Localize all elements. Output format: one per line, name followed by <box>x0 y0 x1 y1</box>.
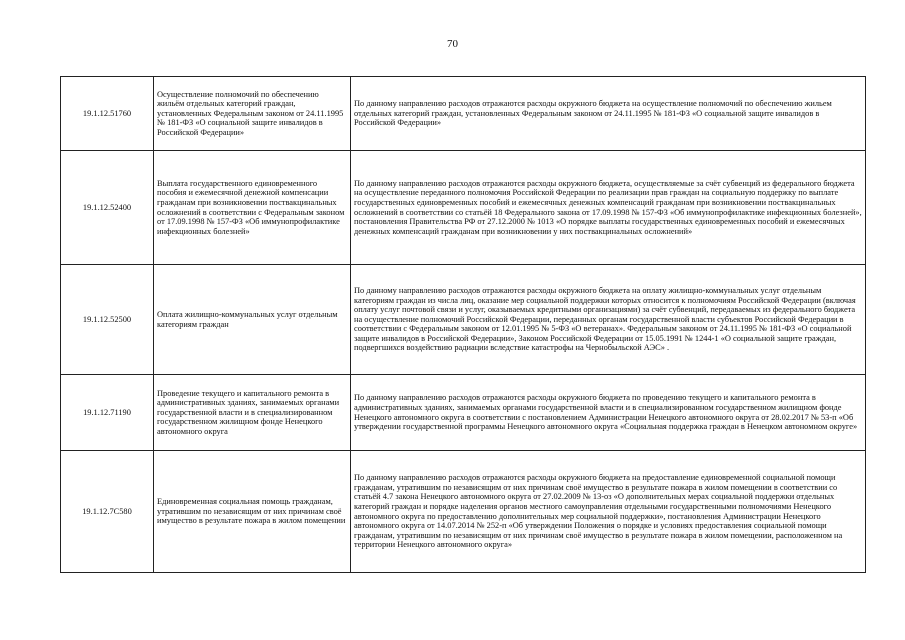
table-row <box>61 265 866 375</box>
row-code: 19.1.12.71190 <box>61 375 154 451</box>
row-name: Единовременная социальная помощь гражданам, утратившим по независящим от них причинам своё имущество в результате пожара в жилом помещении <box>154 451 351 573</box>
row-description: По данному направлению расходов отражаются расходы окружного бюджета на осуществление полномочий по обеспечению жильем отдельных категорий граждан, установленных Федеральным законом от 24.11.1995 № 181-ФЗ «О социальной защите инвалидов в Российской Федерации» <box>351 77 866 151</box>
budget-classification-table <box>60 76 866 573</box>
row-name: Выплата государственного единовременного пособия и ежемесячной денежной компенсации гражданам при возникновении поствакцинальных осложнений в соответствии с Федеральным законом от 17.09.1998 № 157-ФЗ «Об иммунопрофилактике инфекционных болезней» <box>154 151 351 265</box>
row-description: По данному направлению расходов отражаются расходы окружного бюджета по проведению текущего и капитального ремонта в административных зданиях, занимаемых органами государственной власти и в специализированном государственном жилищном фонде Ненецкого автономного округа в соответствии с постановлением Администрации Ненецкого автономного округа от 28.02.2017 № 53-п «Об утверждении государственной программы Ненецкого автономного округа «Социальная поддержка граждан в Ненецком автономном округе» <box>351 375 866 451</box>
table-row <box>61 151 866 265</box>
row-description: По данному направлению расходов отражаются расходы окружного бюджета на предоставление единовременной социальной помощи гражданам, утратившим по независящим от них причинам своё имущество в результате пожара в жилом помещении в соответствии со статьёй 4.7 закона Ненецкого автономного округа от 27.02.2009 № 13-оз «О дополнительных мерах социальной поддержки отдельных категорий граждан и порядке наделения органов местного самоуправления отдельными государственными полномочиями Ненецкого автономного округа по предоставлению дополнительных мер социальной поддержки», постановления Администрации Ненецкого автономного округа от 14.07.2014 № 252-п «Об утверждении Положения о порядке и условиях предоставления социальной помощи гражданам, утратившим по независящим от них причинам своё имущество в результате пожара в жилом помещении, расположенном на территории Ненецкого автономного округа» <box>351 451 866 573</box>
row-description: По данному направлению расходов отражаются расходы окружного бюджета, осуществляемые за счёт субвенций из федерального бюджета на осуществление переданного полномочия Российской Федерации по реализации прав граждан на социальную поддержку по выплате государственных единовременных пособий и ежемесячных денежных компенсаций гражданам при возникновении поствакцинальных осложнений в соответствии со статьёй 18 Федерального закона от 17.09.1998 № 157-ФЗ «Об иммунопрофилактике инфекционных болезней», постановления Правительства РФ от 27.12.2000 № 1013 «О порядке выплаты государственных единовременных пособий и ежемесячных денежных компенсаций гражданам при возникновении у них поствакцинальных осложнений» <box>351 151 866 265</box>
row-code: 19.1.12.51760 <box>61 77 154 151</box>
table-row <box>61 77 866 151</box>
table-row <box>61 451 866 573</box>
row-name: Оплата жилищно-коммунальных услуг отдельным категориям граждан <box>154 265 351 375</box>
row-name: Осуществление полномочий по обеспечению жильём отдельных категорий граждан, установленных Федеральным законом от 24.11.1995 № 181-ФЗ «О социальной защите инвалидов в Российской Федерации» <box>154 77 351 151</box>
page-number: 70 <box>447 38 458 50</box>
table-row <box>61 375 866 451</box>
row-description: По данному направлению расходов отражаются расходы окружного бюджета на оплату жилищно-коммунальных услуг отдельным категориям граждан из числа лиц, оказание мер социальной поддержки которых относится к полномочиям Российской Федерации (включая оплату услуг почтовой связи и услуг, оказываемых кредитными организациями) за счёт субвенций, передаваемых из федерального бюджета на осуществление полномочий Российской Федерации, переданных органам государственной власти субъектов Российской Федерации в соответствии с Федеральным законом от 12.01.1995 № 5-ФЗ «О ветеранах». Федеральным законом от 24.11.1995 № 181-ФЗ «О социальной защите инвалидов в Российской Федерации», Законом Российской Федерации от 15.05.1991 № 1244-1 «О социальной защите граждан, подвергшихся воздействию радиации вследствие катастрофы на Чернобыльской АЭС» . <box>351 265 866 375</box>
row-code: 19.1.12.7С580 <box>61 451 154 573</box>
row-code: 19.1.12.52500 <box>61 265 154 375</box>
row-name: Проведение текущего и капитального ремонта в административных зданиях, занимаемых органами государственной власти и в специализированном государственном жилищном фонде Ненецкого автономного округа <box>154 375 351 451</box>
row-code: 19.1.12.52400 <box>61 151 154 265</box>
